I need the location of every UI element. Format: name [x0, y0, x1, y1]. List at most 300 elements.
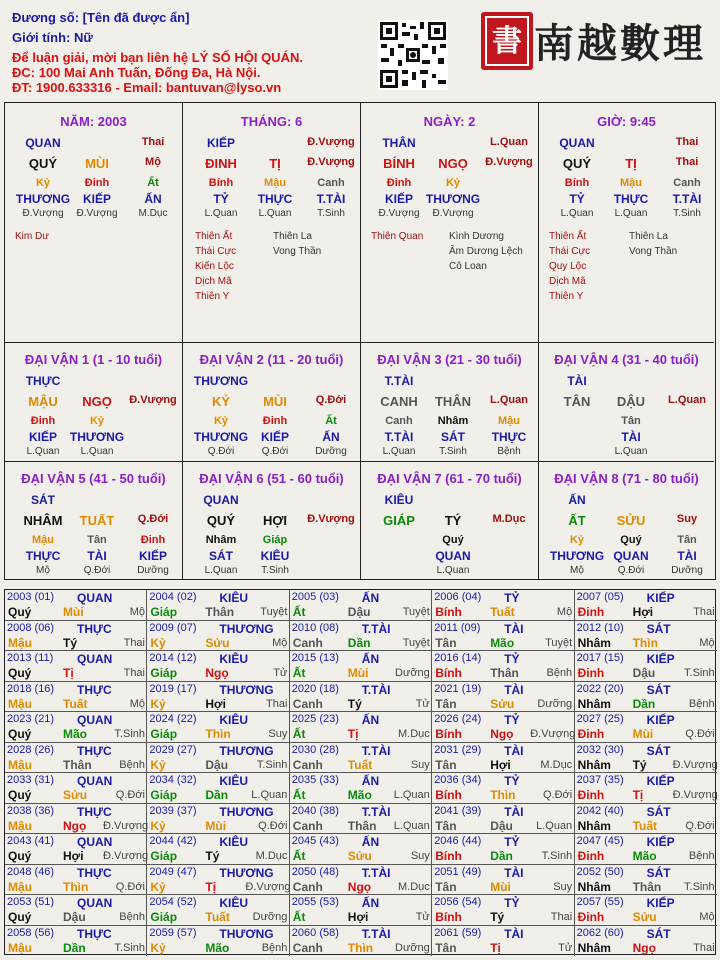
year-label: 2027 (25) [576, 713, 624, 725]
ten-god: THỰC [77, 621, 112, 636]
year-cell [432, 682, 574, 713]
cell-r5-1: Q.Đới [617, 565, 645, 576]
shensha-item: Thiên Y [549, 291, 584, 302]
cell-r2-1: SỬU [616, 513, 646, 528]
heavenly-stem: Kỷ [150, 696, 166, 711]
year-cell [5, 865, 147, 896]
cell-r2-2: Mộ [145, 156, 161, 168]
year-label: 2019 (17) [149, 682, 197, 695]
life-stage: Dưỡng [537, 697, 573, 710]
cell-r3-0: Nhâm [205, 534, 237, 546]
cell-r1-0: QUAN [25, 136, 61, 150]
pillar-title: THÁNG: 6 [240, 114, 303, 129]
year-label: 2040 (38) [291, 804, 339, 817]
year-label: 2024 (22) [149, 713, 197, 725]
cell-r2-2: Đ.Vượng [129, 394, 177, 406]
cell-r2-0: TÂN [563, 394, 591, 409]
cell-r4-1: SÁT [441, 430, 465, 444]
year-cell [5, 926, 147, 957]
earthly-branch: Ngọ [205, 666, 229, 680]
earthly-branch: Dậu [347, 605, 371, 619]
year-cell [147, 590, 289, 621]
shensha-list [371, 229, 423, 244]
year-cell [432, 621, 574, 652]
shensha-item: Kình Dương [449, 231, 504, 242]
year-cell [5, 712, 147, 743]
shensha-item: Thiên Y [195, 291, 230, 302]
earthly-branch: Mùi [490, 879, 511, 894]
heavenly-stem: Đinh [577, 727, 605, 741]
heavenly-stem: Giáp [150, 788, 178, 802]
ten-god: THƯƠNG [219, 865, 274, 880]
life-stage: T.Sinh [256, 758, 288, 771]
life-stage: Tuyệt [260, 606, 288, 618]
dai-van-title: ĐẠI VẬN 2 (11 - 20 tuổi) [199, 352, 344, 367]
ten-god: T.TÀI [361, 804, 391, 819]
cell-r2-0: QUÝ [562, 156, 592, 171]
cell-r5-1: Q.Đới [83, 565, 111, 576]
shensha-item: Thái Cực [549, 246, 591, 257]
heavenly-stem: Canh [292, 940, 323, 955]
earthly-branch: Ngọ [63, 818, 87, 833]
cell-r3-0: Kỷ [569, 534, 585, 546]
earthly-branch: Sửu [490, 696, 515, 711]
ten-god: T.TÀI [361, 865, 391, 880]
earthly-branch: Dần [632, 696, 656, 711]
pillar-title: NĂM: 2003 [60, 114, 127, 129]
ten-god: TÀI [504, 865, 524, 880]
cell-r5-2: Bệnh [497, 446, 521, 457]
cell-r2-2: M.Dục [492, 513, 526, 525]
year-cell [432, 926, 574, 957]
year-cell [575, 865, 717, 896]
cell-r4-1: THƯƠNG [425, 192, 481, 206]
heavenly-stem: Quý [8, 666, 32, 680]
cell-r4-0: THƯƠNG [15, 192, 71, 206]
heavenly-stem: Nhâm [577, 940, 611, 955]
cell-r2-0: NHÂM [23, 513, 63, 528]
ten-god: ẤN [361, 835, 380, 849]
life-stage: Mộ [129, 697, 145, 710]
year-cell [575, 712, 717, 743]
ten-god: THƯƠNG [219, 804, 274, 819]
year-cell [575, 773, 717, 804]
cell-r1-0: QUAN [559, 136, 595, 150]
address: ĐC: 100 Mai Anh Tuấn, Đống Đa, Hà Nội. [12, 65, 261, 80]
cell-r4-0: THƯƠNG [193, 430, 249, 444]
earthly-branch: Tý [63, 635, 78, 650]
heavenly-stem: Quý [8, 849, 32, 863]
life-stage: L.Quan [393, 789, 430, 801]
year-cell [147, 895, 289, 926]
shensha-item: Âm Dương Lệch [449, 246, 523, 257]
cell-r5-2: Dưỡng [137, 565, 169, 576]
cell-r1-0: ẤN [568, 493, 586, 507]
heavenly-stem: Ất [292, 666, 306, 680]
cell-r2-0: CANH [380, 394, 418, 409]
heavenly-stem: Mậu [8, 635, 32, 650]
heavenly-stem: Ất [292, 727, 306, 741]
cell-r3-1: Kỷ [89, 415, 105, 427]
pillar-cell [5, 103, 183, 343]
earthly-branch: Sửu [63, 788, 88, 802]
life-stage: Q.Đới [258, 819, 288, 832]
pillar-title: NGÀY: 2 [423, 114, 476, 129]
cell-r5-0: L.Quan [204, 565, 238, 576]
life-stage: Thai [123, 667, 145, 679]
heavenly-stem: Bính [435, 727, 462, 741]
ten-god: TỶ [504, 774, 520, 788]
cell-r5-1: Q.Đới [261, 446, 289, 457]
gender: Giới tính: Nữ [12, 30, 93, 45]
cell-r4-2: KIẾP [138, 549, 167, 563]
dai-van-cell [5, 462, 183, 580]
year-label: 2007 (05) [576, 591, 624, 603]
shensha-item: Vong Thần [273, 246, 322, 257]
year-label: 2035 (33) [291, 774, 339, 786]
life-stage: T.Sinh [684, 880, 715, 893]
cell-r4-1: THỰC [613, 192, 649, 206]
cell-r1-0: THỰC [25, 374, 61, 388]
cell-r5-1: L.Quan [80, 446, 114, 457]
ten-god: THỰC [77, 926, 112, 941]
shensha-item: Cô Loan [449, 261, 487, 272]
earthly-branch: Mùi [205, 818, 227, 833]
heavenly-stem: Kỷ [150, 879, 166, 894]
year-cell [575, 621, 717, 652]
year-cell [147, 651, 289, 682]
heavenly-stem: Đinh [577, 788, 605, 802]
life-stage: M.Dục [540, 758, 573, 771]
year-label: 2049 (47) [149, 865, 197, 878]
year-label: 2055 (53) [291, 896, 339, 908]
life-stage: Bệnh [688, 850, 715, 862]
year-cell [290, 590, 432, 621]
dai-van-cell [361, 343, 539, 462]
ten-god: TÀI [504, 743, 524, 758]
cell-r5-0: L.Quan [560, 208, 594, 219]
dai-van-title: ĐẠI VẬN 1 (1 - 10 tuổi) [24, 352, 163, 367]
cell-r3-2: Tân [677, 534, 697, 546]
year-label: 2010 (08) [291, 621, 339, 634]
year-cell [290, 804, 432, 835]
earthly-branch: Sửu [632, 910, 657, 924]
heavenly-stem: Ất [292, 910, 306, 924]
shensha-item: Dịch Mã [195, 276, 232, 287]
cell-r2-2: Đ.Vượng [307, 156, 355, 168]
cell-r2-2: Thai [675, 156, 699, 168]
year-label: 2045 (43) [291, 835, 339, 847]
cell-r3-1: Mậu [264, 177, 286, 189]
heavenly-stem: Kỷ [150, 940, 166, 955]
earthly-branch: Thân [632, 879, 662, 894]
life-stage: M.Dục [398, 728, 430, 740]
year-label: 2011 (09) [434, 621, 481, 634]
ten-god: QUAN [77, 652, 113, 666]
cell-r4-2: THỰC [491, 430, 527, 444]
heavenly-stem: Tân [435, 818, 457, 833]
cell-r3-1: Tân [87, 534, 107, 546]
life-stage: L.Quan [251, 789, 288, 801]
earthly-branch: Ngọ [632, 940, 656, 955]
year-cell [290, 865, 432, 896]
ten-god: KIÊU [219, 591, 249, 605]
life-stage: Thai [550, 911, 573, 923]
cell-r2-0: ẤT [568, 513, 586, 528]
contact-note: Để luận giải, mời bạn liên hệ LÝ SỐ HỘI QUÁN. [12, 50, 303, 65]
life-stage: Dưỡng [395, 941, 430, 954]
year-cell [147, 682, 289, 713]
header [0, 0, 720, 102]
cell-r5-0: L.Quan [204, 208, 238, 219]
heavenly-stem: Bính [435, 849, 462, 863]
cell-r3-2: Canh [317, 177, 345, 189]
cell-r5-0: Đ.Vượng [22, 208, 64, 219]
pillar-cell [361, 103, 539, 343]
cell-r3-0: Kỷ [35, 177, 51, 189]
ten-god: ẤN [361, 713, 380, 727]
earthly-branch: Sửu [347, 849, 372, 863]
ten-god: ẤN [361, 896, 380, 910]
year-cell [290, 712, 432, 743]
life-stage: Bệnh [688, 697, 715, 710]
cell-r1-0: T.TÀI [384, 374, 414, 388]
year-label: 2054 (52) [149, 896, 197, 908]
dai-van-cell [5, 343, 183, 462]
earthly-branch: Dậu [632, 666, 656, 680]
year-cell [147, 621, 289, 652]
ten-god: THƯƠNG [219, 926, 274, 941]
heavenly-stem: Giáp [150, 666, 178, 680]
ten-god: KIÊU [219, 835, 249, 849]
life-stage: T.Sinh [541, 850, 573, 862]
year-label: 2052 (50) [576, 865, 624, 878]
year-cell [5, 621, 147, 652]
year-label: 2033 (31) [7, 774, 55, 786]
cell-r4-1: TÀI [87, 549, 107, 563]
earthly-branch: Ngọ [490, 727, 514, 741]
heavenly-stem: Quý [8, 605, 32, 619]
heavenly-stem: Quý [8, 910, 32, 924]
heavenly-stem: Bính [435, 910, 462, 924]
cell-r1-0: SÁT [31, 493, 55, 507]
cell-r4-0: SÁT [209, 549, 233, 563]
qr-code-icon [378, 20, 448, 90]
heavenly-stem: Kỷ [150, 818, 166, 833]
life-stage: Đ.Vượng [530, 728, 576, 740]
cell-r4-1: KIẾP [260, 430, 289, 444]
year-label: 2012 (10) [576, 621, 624, 634]
year-label: 2037 (35) [576, 774, 624, 786]
shensha-item: Dịch Mã [549, 276, 586, 287]
ten-god: QUAN [77, 835, 113, 849]
cell-r3-1: Quý [620, 534, 642, 546]
year-cell [432, 804, 574, 835]
cell-r2-1: MÙI [263, 394, 287, 409]
life-stage: Mộ [699, 636, 715, 649]
earthly-branch: Tý [490, 910, 505, 924]
life-stage: Mộ [556, 606, 573, 618]
ten-god: THƯƠNG [219, 743, 274, 758]
year-label: 2034 (32) [149, 774, 197, 786]
cell-r2-1: DẬU [616, 394, 646, 409]
heavenly-stem: Đinh [577, 605, 605, 619]
life-stage: Q.Đới [115, 789, 145, 801]
year-cell [432, 712, 574, 743]
earthly-branch: Tị [490, 940, 501, 955]
year-cell [575, 926, 717, 957]
earthly-branch: Thìn [490, 788, 516, 802]
life-stage: Q.Đới [685, 728, 715, 740]
year-label: 2057 (55) [576, 896, 624, 908]
life-stage: Tuyệt [402, 606, 430, 618]
cell-r5-1: T.Sinh [261, 565, 289, 576]
year-cell [290, 651, 432, 682]
life-stage: Thai [693, 606, 715, 618]
pillar-title: GIỜ: 9:45 [597, 114, 656, 129]
year-label: 2043 (41) [7, 835, 55, 847]
shensha-item: Vong Thần [629, 246, 678, 257]
cell-r5-1: Đ.Vượng [76, 208, 118, 219]
heavenly-stem: Bính [435, 605, 462, 619]
cell-r1-0: QUAN [203, 493, 239, 507]
earthly-branch: Hợi [347, 910, 369, 924]
ten-god: TÀI [504, 621, 524, 636]
heavenly-stem: Giáp [150, 727, 178, 741]
cell-r2-1: TỊ [625, 156, 637, 171]
cell-r5-2: Dưỡng [671, 565, 703, 576]
cell-r2-1: TỊ [269, 156, 281, 171]
cell-r3-1: Giáp [262, 534, 288, 546]
life-stage: Thai [123, 636, 145, 649]
heavenly-stem: Kỷ [150, 757, 166, 772]
cell-r2-0: BÍNH [383, 156, 415, 171]
earthly-branch: Tị [205, 879, 217, 894]
year-label: 2016 (14) [434, 652, 482, 664]
earthly-branch: Thân [347, 818, 377, 833]
year-label: 2004 (02) [149, 591, 197, 603]
ten-god: QUAN [77, 713, 113, 727]
cell-r1-0: THÂN [382, 136, 416, 150]
ten-god: THƯƠNG [219, 682, 274, 697]
earthly-branch: Tý [347, 696, 362, 711]
earthly-branch: Tuất [347, 757, 373, 772]
cell-r2-0: GIÁP [383, 513, 415, 528]
life-stage: Thai [265, 697, 288, 710]
life-stage: Suy [410, 850, 430, 862]
cell-r5-1: T.Sinh [439, 446, 467, 457]
ten-god: QUAN [77, 896, 113, 910]
ten-god: KIẾP [646, 652, 675, 666]
heavenly-stem: Bính [435, 788, 462, 802]
year-label: 2025 (23) [291, 713, 339, 725]
year-cell [147, 804, 289, 835]
year-label: 2047 (45) [576, 835, 624, 847]
cell-r2-1: HỢI [262, 513, 288, 528]
cell-r2-2: L.Quan [490, 394, 528, 406]
year-cell [432, 865, 574, 896]
earthly-branch: Mùi [347, 666, 369, 680]
earthly-branch: Tý [632, 757, 647, 772]
cell-r3-1: Đinh [262, 415, 288, 427]
year-cell [575, 834, 717, 865]
cell-r2-1: MÙI [85, 156, 109, 171]
ten-god: THỰC [77, 682, 112, 697]
ten-god: T.TÀI [361, 743, 391, 758]
year-label: 2003 (01) [7, 591, 55, 603]
earthly-branch: Mão [205, 940, 230, 955]
cell-r4-1: QUAN [613, 549, 649, 563]
ten-god: THỰC [77, 743, 112, 758]
heavenly-stem: Giáp [150, 605, 178, 619]
cell-r2-1: TÝ [444, 513, 462, 528]
heavenly-stem: Tân [435, 940, 457, 955]
life-stage: Tử [273, 667, 288, 679]
life-stage: M.Dục [255, 850, 288, 862]
year-label: 2053 (51) [7, 896, 55, 908]
shensha-item: Thiên Ất [549, 231, 587, 242]
year-cell [432, 651, 574, 682]
year-cell [147, 743, 289, 774]
year-cell [575, 743, 717, 774]
heavenly-stem: Tân [435, 696, 457, 711]
year-cell [432, 895, 574, 926]
life-stage: Đ.Vượng [103, 819, 149, 832]
cell-r2-2: L.Quan [668, 394, 706, 406]
pillar-cell [539, 103, 714, 343]
earthly-branch: Hợi [632, 605, 654, 619]
life-stage: Tử [415, 911, 430, 923]
pillar-cell [183, 103, 361, 343]
cell-r2-0: MẬU [28, 394, 58, 409]
annual-luck-table [4, 589, 716, 955]
year-cell [290, 773, 432, 804]
shensha-item: Kim Dư [15, 231, 49, 242]
heavenly-stem: Ất [292, 849, 306, 863]
heavenly-stem: Quý [8, 788, 32, 802]
dai-van-title: ĐẠI VẬN 4 (31 - 40 tuổi) [554, 352, 699, 367]
year-cell [290, 926, 432, 957]
cell-r3-1: Mậu [620, 177, 642, 189]
ten-god: TỶ [504, 591, 520, 605]
earthly-branch: Tị [63, 666, 74, 680]
phone-email: ĐT: 1900.633316 - Email: bantuvan@lyso.vn [12, 80, 282, 95]
cell-r3-1: Nhâm [437, 415, 469, 427]
cell-r1-2: Đ.Vượng [307, 136, 355, 148]
year-label: 2021 (19) [434, 682, 482, 695]
shensha-item: Quy Lộc [549, 261, 587, 272]
cell-r5-0: L.Quan [382, 446, 416, 457]
earthly-branch: Mão [347, 788, 372, 802]
cell-r4-0: THỰC [25, 549, 61, 563]
ten-god: KIÊU [219, 896, 249, 910]
year-cell [290, 621, 432, 652]
year-label: 2029 (27) [149, 743, 197, 756]
life-stage: Đ.Vượng [245, 880, 291, 893]
life-stage: T.Sinh [114, 941, 145, 954]
ten-god: THỰC [77, 804, 112, 819]
year-cell [147, 834, 289, 865]
year-label: 2036 (34) [434, 774, 482, 786]
ten-god: T.TÀI [361, 682, 391, 697]
cell-r2-0: ĐINH [205, 156, 237, 171]
life-stage: T.Sinh [684, 667, 715, 679]
cell-r4-0: T.TÀI [384, 430, 414, 444]
cell-r4-2: ẤN [322, 430, 340, 444]
life-stage: Dưỡng [395, 667, 430, 679]
earthly-branch: Thìn [347, 940, 374, 955]
cell-r4-2: T.TÀI [672, 192, 702, 206]
